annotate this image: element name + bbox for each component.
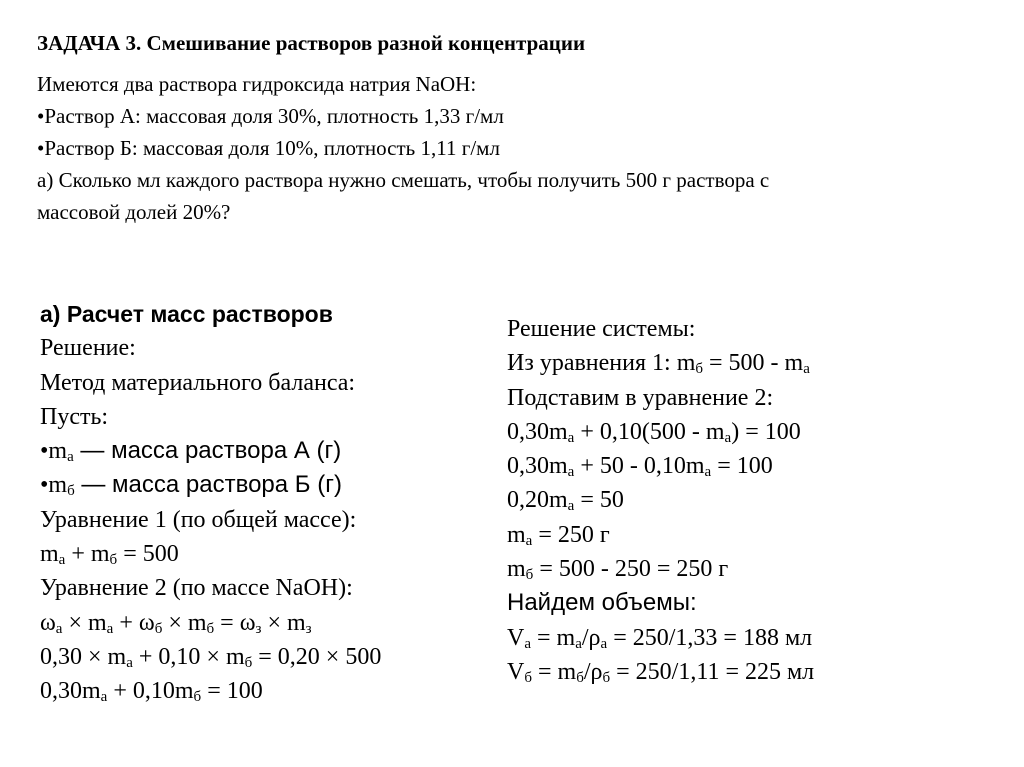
intro-line: а) Сколько мл каждого раствора нужно смешать, чтобы получить 500 г раствора с [37,168,770,192]
text: Из уравнения 1: m [507,350,696,377]
definition-ma [40,434,480,468]
result-va [507,621,987,655]
text: = 500 - 250 = 250 г [533,556,729,583]
subscript: б [602,669,611,686]
text: •m [40,438,68,465]
subscript: а [67,449,74,466]
result-vb [507,655,987,689]
subscript: а [100,689,108,706]
subscript: б [154,620,163,637]
text: 0,30m [507,453,568,480]
text: = 250/1,11 = 225 мл [610,658,815,685]
intro-line: •Раствор А: массовая доля 30%, плотность 1,33 г/мл [37,104,504,128]
solution-line: Решение: [40,335,136,362]
text: = m [531,658,577,685]
intro-line: Имеются два раствора гидроксида натрия NaOH: [37,72,477,96]
text: — масса раствора Б (г) [74,471,342,499]
text: + 0,10m [107,678,194,705]
solution-line: Метод материального баланса: [40,369,356,396]
text: = 100 [711,453,773,480]
subscript: а [106,620,114,637]
step-simplify [507,483,987,517]
text: + 50 - 0,10m [574,453,705,480]
subscript: а [575,635,582,652]
text: 0,30 × m [40,643,127,670]
text: = 0,20 × 500 [252,643,382,670]
text: /ρ [583,658,603,685]
step-expand [507,449,987,483]
text: V [507,658,525,685]
subscript: б [524,669,532,686]
text: = 250/1,33 = 188 мл [607,624,813,651]
result-ma [507,518,987,552]
text: m [507,556,526,583]
subscript: б [193,689,202,706]
problem-statement [37,68,997,228]
text: = m [531,624,576,651]
text: × m [62,609,107,636]
solution-line: Уравнение 2 (по массе NaOH): [40,575,353,602]
text: = 50 [574,487,624,514]
equation-2-numeric [40,640,480,674]
subscript: а [55,620,63,637]
section-heading: а) Расчет масс растворов [40,301,333,327]
subscript: а [567,429,575,446]
subscript: з [305,620,312,637]
page-title: ЗАДАЧА 3. Смешивание растворов разной концентрации [37,31,586,55]
text: ) = 100 [731,418,801,445]
text: × m [162,609,207,636]
subscript: б [576,669,584,686]
step-substitute [507,415,987,449]
result-mb [507,552,987,586]
subscript: з [255,620,262,637]
text: m [507,521,526,548]
subscript: а [126,654,133,671]
text: + m [65,541,110,568]
text: •m [40,472,68,499]
equation-2-simplified [40,674,480,708]
subscript: а [724,429,732,446]
text: = 100 [201,678,263,705]
solution-right-column [507,312,987,689]
solution-line: Пусть: [40,403,109,430]
text: 0,20m [507,487,568,514]
text: 0,30m [40,678,101,705]
subscript: б [206,620,215,637]
subscript: а [704,464,712,481]
intro-line: •Раствор Б: массовая доля 10%, плотность 1,11 г/мл [37,136,500,160]
subscript: а [567,464,575,481]
text: V [507,624,525,651]
subscript: а [567,498,575,515]
text: + 0,10 × m [132,643,245,670]
text: = 500 - m [703,350,804,377]
text: + ω [113,609,155,636]
text: m [40,541,59,568]
solution-line: Найдем объемы: [507,589,697,617]
step-express-mb [507,346,987,380]
subscript: б [67,483,75,500]
text: = 250 г [532,521,610,548]
equation-1 [40,537,480,571]
intro-line: массовой долей 20%? [37,200,231,224]
subscript: а [600,635,608,652]
solution-line: Уравнение 1 (по общей массе): [40,506,357,533]
subscript: а [58,552,66,569]
text: /ρ [581,624,601,651]
subscript: б [525,567,534,584]
subscript: а [524,635,532,652]
equation-2 [40,606,480,640]
subscript: а [525,532,533,549]
definition-mb [40,468,480,502]
text: ω [40,609,56,636]
text: — масса раствора А (г) [73,437,342,465]
solution-left-column [40,297,480,709]
subscript: б [109,552,118,569]
subscript: б [695,361,703,378]
solution-line: Подставим в уравнение 2: [507,384,774,411]
text: 0,30m [507,418,568,445]
text: + 0,10(500 - m [574,418,725,445]
subscript: б [244,654,253,671]
text: = 500 [117,541,179,568]
text: = ω [214,609,256,636]
solution-line: Решение системы: [507,316,696,342]
text: × m [261,609,306,636]
subscript: а [803,361,810,378]
